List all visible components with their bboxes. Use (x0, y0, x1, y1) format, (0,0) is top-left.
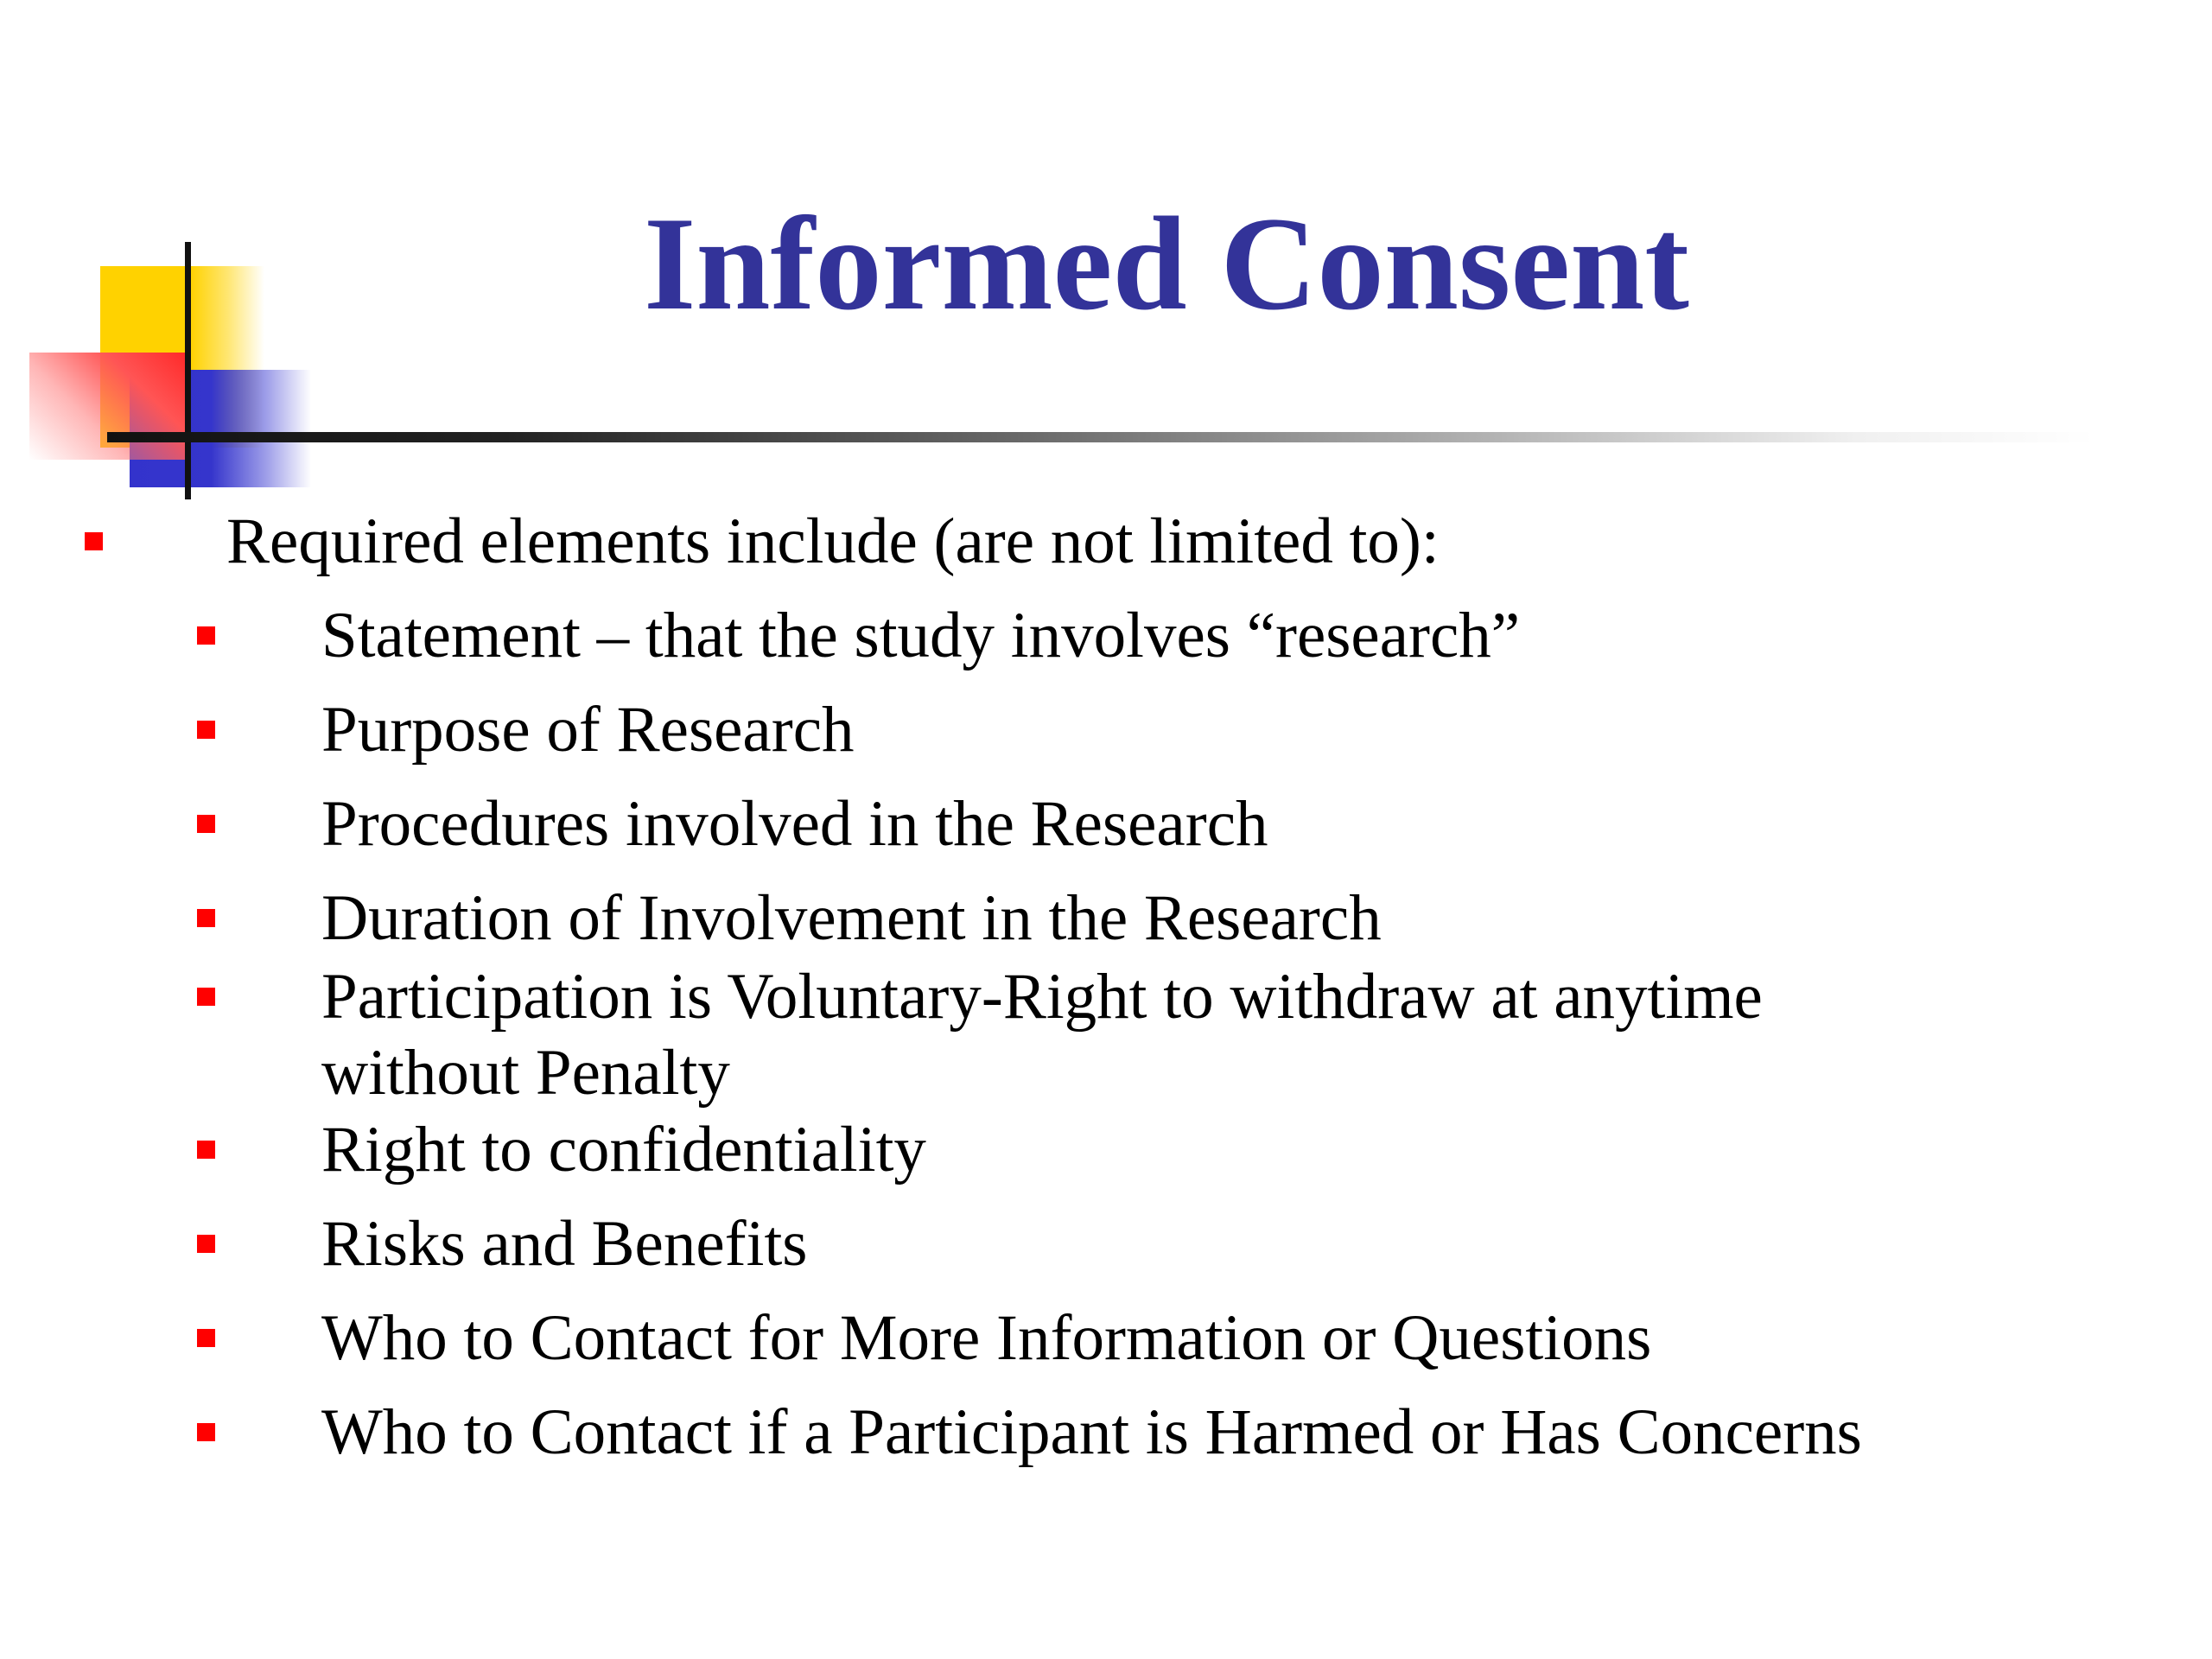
sub-bullet-participation (321, 959, 1763, 1111)
sub-bullet-risks (321, 1206, 807, 1282)
bullet-square-icon (197, 815, 215, 833)
slide-title: Informed Consent (644, 189, 1689, 338)
bullet-square-icon (197, 1423, 215, 1441)
bullet-square-icon (197, 721, 215, 739)
bullet-text: Duration of Involvement in the Research (321, 882, 1382, 954)
sub-bullet-contact-harm (321, 1395, 1862, 1471)
bullet-text: Who to Contact for More Information or Questions (321, 1302, 1652, 1374)
bullet-text: Who to Contact if a Participant is Harmed or Has Concerns (321, 1396, 1862, 1468)
bullet-main (226, 504, 1440, 580)
bullet-square-icon (197, 1141, 215, 1159)
bullet-square-icon (197, 1235, 215, 1253)
sub-bullet-procedures (321, 786, 1268, 862)
bullet-text: Right to confidentiality (321, 1114, 926, 1185)
sub-bullet-confidentiality (321, 1112, 926, 1188)
sub-bullet-duration (321, 880, 1382, 957)
bullet-text: Statement – that the study involves “research” (321, 600, 1521, 671)
bullet-text-line-2: without Penalty (321, 1037, 730, 1109)
bullet-text: Purpose of Research (321, 694, 855, 766)
bullet-text: Required elements include (are not limited to): (226, 505, 1440, 577)
bullet-text: Procedures involved in the Research (321, 788, 1268, 860)
bullet-text-line-1: Participation is Voluntary-Right to withdraw at anytime (321, 961, 1763, 1033)
bullet-square-icon (197, 988, 215, 1006)
bullet-square-icon (85, 532, 103, 550)
sub-bullet-statement (321, 598, 1520, 674)
bullet-text: Risks and Benefits (321, 1208, 808, 1280)
bullet-square-icon (197, 1329, 215, 1347)
sub-bullet-contact-info (321, 1300, 1651, 1376)
bullet-square-icon (197, 909, 215, 927)
sub-bullet-purpose (321, 692, 854, 768)
bullet-square-icon (197, 626, 215, 645)
